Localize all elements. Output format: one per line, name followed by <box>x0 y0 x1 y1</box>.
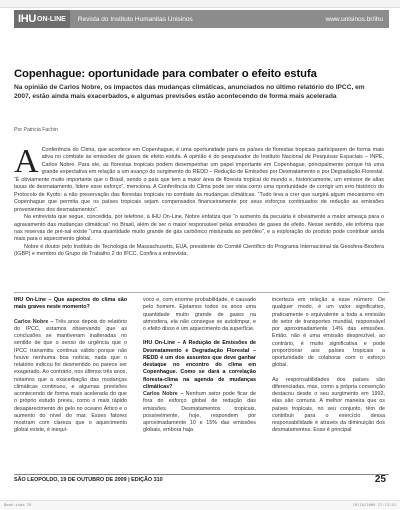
answer-1-text: Três anos depois do relatório do IPCC, estamos observando que as conclusões se mantiveram inalteradas no sentido de que o senso de urgência que o IPCC transmitiu continua válido porque não houve nenhuma boa notícia; nada que o relatório indicou foi desmentido ou parece ser exagerado. Ao contrário, nos últimos três anos, notamos que a exacerbação das mudanças climáticas continuou, e algumas previsões acontecendo de forma mais acelerada do que o próprio estudo previu, como o mais rápido desaparecimento do gelo no oceano Ártico e o aumento do nível do mar. Esses fatores mostram com clareza que o aquecimento global existe, é inequí- <box>14 318 127 434</box>
intro-text-1: Conferência do Clima, que acontece em Copenhague, é uma oportunidade para os países de florestas tropicais participarem de forma mais ativa no combate às emissões de gases de efeito estufa. A opinião é do pesquisador do Instituto Nacional de Pesquisas Espaciais – INPE, Carlos Nobre. Para ele, as florestas tropicais podem desempenhar um papel importante em Copenhague, principalmente porque há uma grande expectativa em relação a um avanço do surgimento do REDD – Redução de Emissões por Desmatamento e por Degradação Florestal. “É obviamente muito importante que o Brasil, sendo o país que tem a maior área de floresta tropical do mundo e, historicamente, um emissor de altas taxas de desmatamento, lidere esse esforço”, menciona. A Conferência do Clima pode ser vista como uma oportunidade de corrigir um erro histórico do Protocolo de Kyoto: a não preservação das florestas tropicais no combate às mudanças climáticas. “Tudo leva a crer que surgirá algum mecanismo em Copenhague que permita que os países tropicais sejam compensados financeiramente por seus esforços continuados de redução as emissões provenientes dos desmatamentos”. <box>14 147 384 213</box>
scan-timestamp: 19/10/2009 17:13:51 <box>352 502 396 507</box>
footer-divider <box>14 474 389 475</box>
answer-1-continued: voco e, com enorme probabilidade, é causado pelo homem. Ejetamos todos os anos uma quantidade muito grande de gases na atmosfera, ela não consegue se autolimpar, e o efeito disso é um aquecimento da superfície. <box>143 297 256 332</box>
magazine-header <box>14 10 389 28</box>
page-number: 25 <box>374 474 386 485</box>
column-1 <box>14 297 127 435</box>
article-title: Copenhague: oportunidade para combater o efeito estufa <box>14 68 317 80</box>
answer-1 <box>14 319 127 435</box>
intro-paragraph-2: Na entrevista que segue, concedida, por telefone, à IHU On-Line, Nobre enfatiza que “o aumento da pecuária é obviamente a maior ameaça para o agravamento das mudanças climáticas” no Brasil, além de ser o maior responsável pelas emissões de gases de efeito. Nesse sentido, ele informa que nas reservas de pré-sal existe “uma quantidade muito grande de gás carbônico misturada ao petróleo”, e a exploração do produto pode contribuir ainda mais para o aquecimento global. <box>14 214 384 243</box>
column-3 <box>272 297 385 435</box>
magazine-title: Revista do Instituto Humanitas Unisinos <box>77 15 193 23</box>
column-2 <box>143 297 256 435</box>
question-1: IHU On-Line – Que aspectos do clima são mais graves neste momento? <box>14 297 127 311</box>
article-intro <box>14 143 384 259</box>
logo-sub-text: ON-LINE <box>37 15 66 23</box>
drop-cap: A <box>14 143 39 180</box>
answer-2-text: Nenhum setor pode ficar de fora do esforço global de redução das emissões. Desmatamentos tropicais, possivelmente, hoje, respondem por aproximadamente 10 e 15% das emissões globais, embora haja <box>143 391 256 434</box>
article-author: Por Patricia Fachin <box>14 127 58 133</box>
article-lead: Na opinião de Carlos Nobre, os impactos das mudanças climáticas, anunciados no último relatório do IPCC, em 2007, estão ainda mais exacerbados, e algumas previsões estão acontecendo de forma mais acelerada <box>14 84 365 100</box>
answer-1-speaker: Carlos Nobre – <box>14 318 54 325</box>
edition-info: SÃO LEOPOLDO, 19 DE OUTUBRO DE 2009 | EDIÇÃO 310 <box>14 477 163 483</box>
column-3-paragraph-2: As responsabilidades dos países são diferenciadas, mas, como a própria convenção destacou desde o seu surgimento em 1992, elas são comuns. A melhor maneira que os países tropicais, no seu conjunto, têm de contribuir para o exercício dessa responsabilidade é através da diminuição dos desmatamentos. Esse é principal <box>272 376 385 434</box>
scan-top-strip <box>0 0 400 8</box>
answer-2-speaker: Carlos Nobre – <box>143 391 184 397</box>
question-2: IHU On-Line – A Redução de Emissões de Desmatamento e Degradação Florestal – REDD é um dos assuntos que deve ganhar destaque no encontro do clima em Copenhague. Como se dará a correlação floresta-clima na agenda de mudanças climáticas? <box>143 340 256 390</box>
answer-2 <box>143 391 256 435</box>
magazine-url: www.unisinos.br/ihu <box>325 15 383 23</box>
logo-main-text: IHU <box>18 13 37 25</box>
scan-bottom-strip <box>0 500 400 510</box>
intro-paragraph-3: Nobre é doutor pelo Instituto de Tecnologia de Massachusetts, EUA, presidente do Comitê Científico do Programa Internacional da Geosfera-Biosfera (IGBP) e membro do Grupo de Trabalho 2 do IPCC. Confira a entrevista. <box>14 243 384 258</box>
intro-paragraph-1 <box>14 143 384 214</box>
answer-2-continued: incerteza em relação a esse número. De qualquer modo, é um valor significativo, praticamente o equivalente a toda a emissão de setor de transportes mundial, responsável por aproximadamente 14% das emissões. Então, não é uma emissão desprezível, ao contrário, é muito significativa e pode proporcionar aos países tropicais a oportunidade de colaborar com o esforço global. <box>272 297 385 369</box>
ihu-logo <box>14 10 70 28</box>
section-divider <box>14 292 389 293</box>
scan-file-label: Book.indd 25 <box>4 502 32 507</box>
